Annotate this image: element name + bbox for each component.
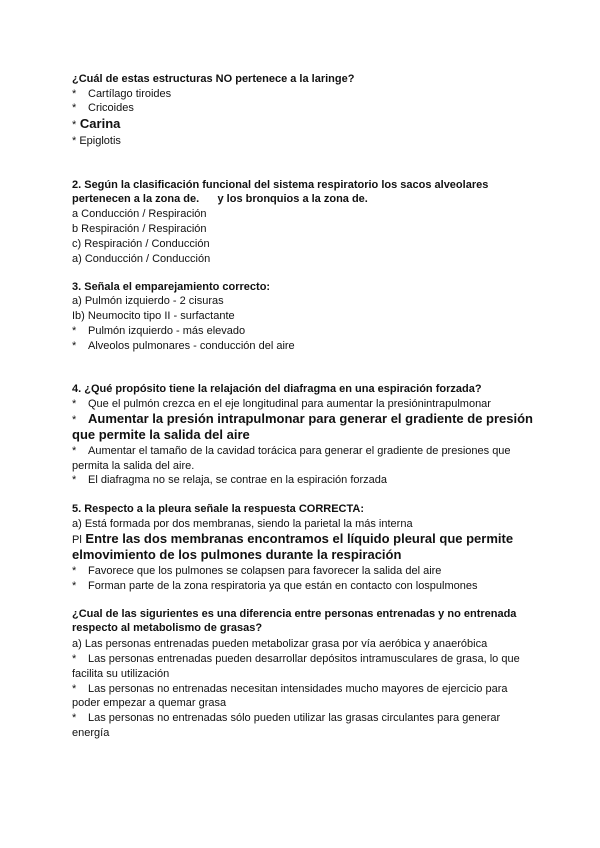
q1-option-3: * Carina (72, 116, 121, 131)
q6-option-3: * Las personas no entrenadas necesitan intensidades mucho mayores de ejercicio para (72, 683, 508, 695)
q5-option-2: Pl Entre las dos membranas encontramos el líquido pleural que permite (72, 531, 514, 546)
q1-option-4: * Epiglotis (72, 135, 121, 147)
q6-option-4-cont: energía (72, 727, 110, 739)
q3-option-3: * Pulmón izquierdo - más elevado (72, 325, 246, 337)
q2-option-2: b Respiración / Respiración (72, 223, 207, 235)
q1-option-1: * Cartílago tiroides (72, 88, 172, 100)
q2-option-3: c) Respiración / Conducción (72, 238, 210, 250)
q5-option-3: * Favorece que los pulmones se colapsen para favorecer la salida del aire (72, 565, 442, 577)
q6-option-2-cont: facilita su utilización (72, 668, 170, 680)
q4-title: 4. ¿Qué propósito tiene la relajación del diafragma en una espiración forzada? (72, 383, 482, 395)
q2-option-1: a Conducción / Respiración (72, 208, 207, 220)
q5-option-2-cont: elmovimiento de los pulmones durante la respiración (72, 547, 402, 562)
q4-option-3-cont: permita la salida del aire. (72, 460, 195, 472)
q2-title-line-2: pertenecen a la zona de. y los bronquios a la zona de. (72, 193, 368, 205)
q6-title-line-1: ¿Cual de las sigurientes es una diferencia entre personas entrenadas y no entrenada (72, 608, 517, 620)
q2-option-4: a) Conducción / Conducción (72, 253, 211, 265)
q3-option-2: Ib) Neumocito tipo II - surfactante (72, 310, 235, 322)
q6-option-3-cont: poder empezar a quemar grasa (72, 697, 227, 709)
q1-option-2: * Cricoides (72, 102, 134, 114)
q6-option-2: * Las personas entrenadas pueden desarrollar depósitos intramusculares de grasa, lo que (72, 653, 520, 665)
q4-option-3: * Aumentar el tamaño de la cavidad torácica para generar el gradiente de presiones que (72, 445, 511, 457)
q3-option-1: a) Pulmón izquierdo - 2 cisuras (72, 295, 224, 307)
q4-option-2-cont: que permite la salida del aire (72, 427, 250, 442)
q5-title: 5. Respecto a la pleura señale la respuesta CORRECTA: (72, 503, 365, 515)
q6-option-4: * Las personas no entrenadas sólo pueden utilizar las grasas circulantes para generar (72, 712, 501, 724)
q6-title-line-2: respecto al metabolismo de grasas? (72, 622, 263, 634)
q4-option-4: * El diafragma no se relaja, se contrae en la espiración forzada (72, 474, 388, 486)
q3-option-4: * Alveolos pulmonares - conducción del aire (72, 340, 295, 352)
q1-title: ¿Cuál de estas estructuras NO pertenece a la laringe? (72, 73, 355, 85)
q3-title: 3. Señala el emparejamiento correcto: (72, 281, 271, 293)
q6-option-1: a) Las personas entrenadas pueden metabolizar grasa por vía aeróbica y anaeróbica (72, 638, 488, 650)
q2-title-line-1: 2. Según la clasificación funcional del sistema respiratorio los sacos alveolares (72, 179, 489, 191)
q4-option-1: * Que el pulmón crezca en el eje longitudinal para aumentar la presiónintrapulmonar (72, 398, 491, 410)
q4-option-2: * Aumentar la presión intrapulmonar para generar el gradiente de presión (72, 411, 534, 426)
q5-option-4: * Forman parte de la zona respiratoria ya que están en contacto con lospulmones (72, 580, 478, 592)
q5-option-1: a) Está formada por dos membranas, siendo la parietal la más interna (72, 518, 413, 530)
